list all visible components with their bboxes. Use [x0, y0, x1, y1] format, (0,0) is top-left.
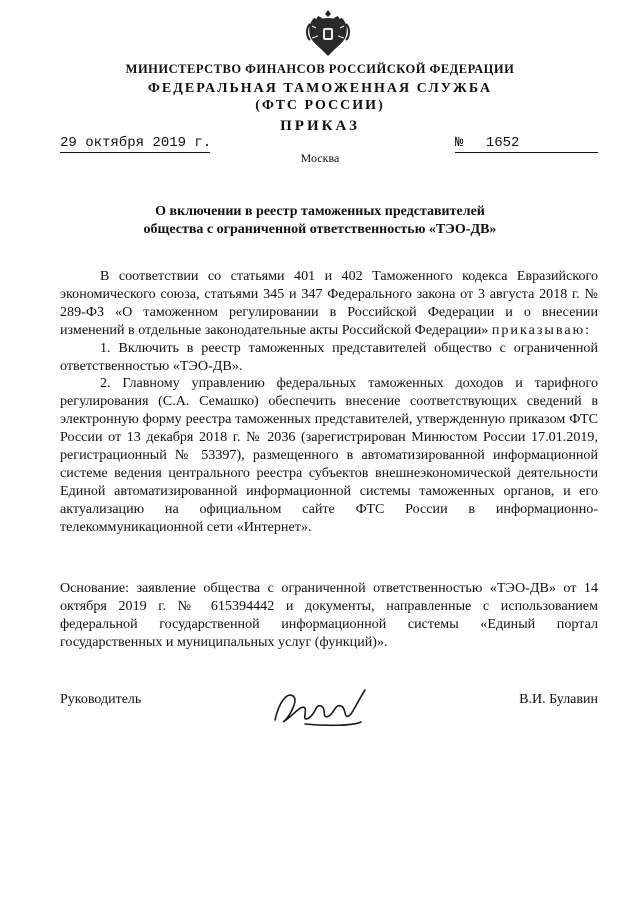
service-name: ФЕДЕРАЛЬНАЯ ТАМОЖЕННАЯ СЛУЖБА: [147, 81, 493, 96]
handwritten-signature: [265, 682, 375, 732]
item-1: 1. Включить в реестр таможенных представителей общество с ограниченной ответственностью «ТЭО-ДВ».: [60, 339, 598, 374]
number-value: 1652: [485, 135, 520, 151]
city: Москва: [300, 151, 340, 165]
ministry-name: МИНИСТЕРСТВО ФИНАНСОВ РОССИЙСКОЙ ФЕДЕРАЦИИ: [125, 62, 515, 76]
order-word: приказываю:: [491, 321, 592, 338]
intro-text: В соответствии со статьями 401 и 402 Таможенного кодекса Евразийского экономического союза, статьями 345 и 347 Федерального закона от 3 августа 2018 г. № 289-ФЗ «О таможенном регулировании в Российской Федерации и о внесении изменений в отдельные законодательные акты Российской Федерации»: [60, 268, 598, 338]
coat-of-arms-icon: [304, 6, 352, 60]
document-body: [60, 268, 598, 537]
item-2: 2. Главному управлению федеральных таможенных доходов и тарифного регулирования (С.А. Семашко) обеспечить внесение соответствующих сведений в электронную форму реестра таможенных представителей, утвержденную приказом ФТС России от 13 декабря 2018 г. № 2036 (зарегистрирован Минюстом России 17.01.2019, регистрационный № 53397), размещенного в автоматизированной информационной системе ведения центрального реестра субъектов внешнеэкономической деятельности Единой автоматизированной информационной системы таможенных органов, и его актуализацию на официальном сайте ФТС России в информационно-телекоммуникационной сети «Интернет».: [60, 375, 598, 535]
basis-paragraph: Основание: заявление общества с ограниченной ответственностью «ТЭО-ДВ» от 14 октября 2019 г. № 615394442 и документы, направленные с использованием федеральной государственной информационной системы «Единый портал государственных и муниципальных услуг (функций)».: [60, 580, 598, 650]
signer-title: Руководитель: [60, 692, 142, 707]
document-type: ПРИКАЗ: [280, 118, 360, 134]
document-title-line-2: общества с ограниченной ответственностью «ТЭО-ДВ»: [143, 222, 497, 237]
order-date: 29 октября 2019 г.: [60, 135, 212, 151]
document-title-line-1: О включении в реестр таможенных представителей: [155, 204, 485, 219]
intro-paragraph: [60, 268, 598, 340]
order-number: [455, 135, 519, 151]
signer-name: В.И. Булавин: [519, 692, 598, 707]
service-abbreviation: (ФТС РОССИИ): [255, 98, 385, 113]
number-label: №: [455, 135, 464, 151]
